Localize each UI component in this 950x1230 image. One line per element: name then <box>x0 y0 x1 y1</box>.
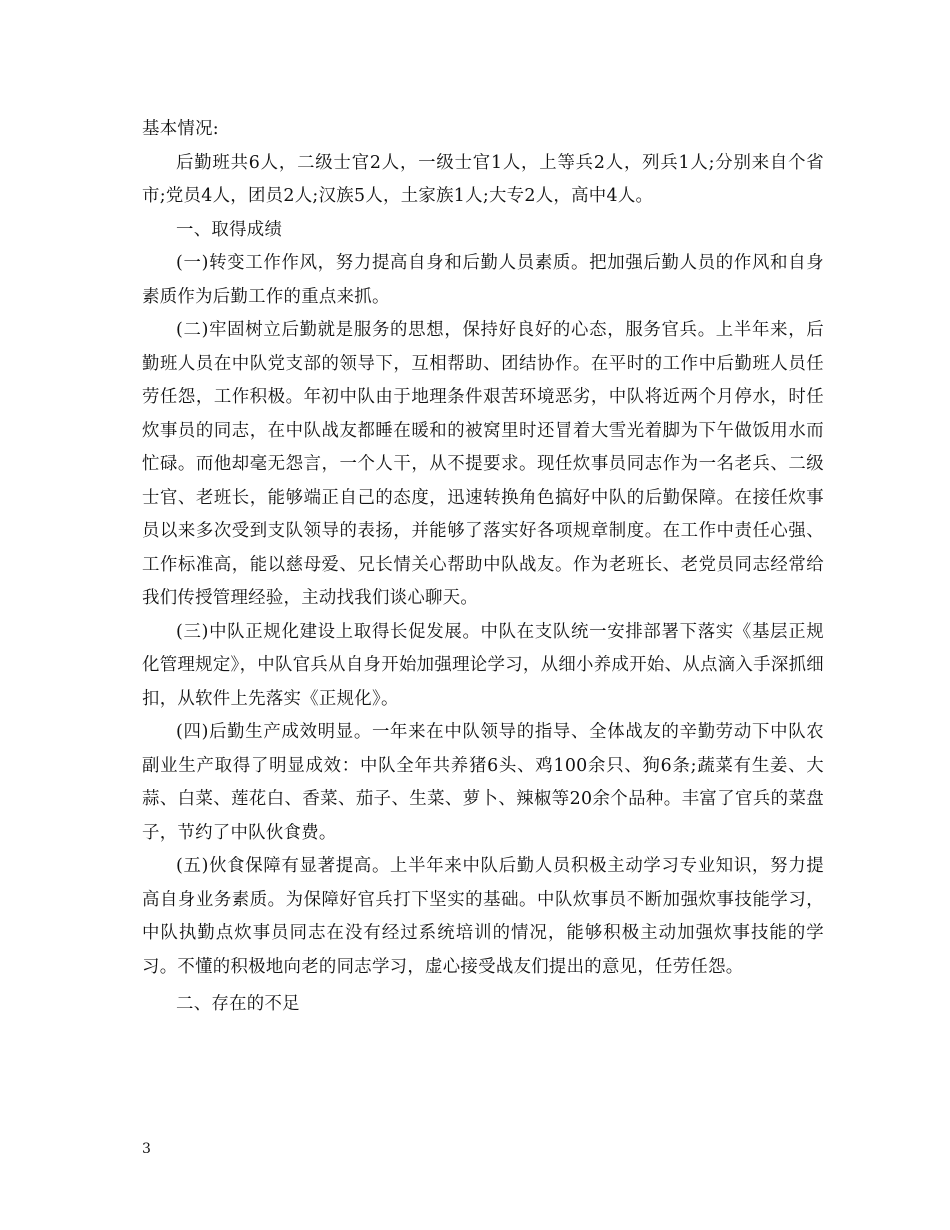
section-heading-basic-situation: 基本情况: <box>142 119 219 139</box>
paragraph-achievement-2: (二)牢固树立后勤就是服务的思想，保持好良好的心态，服务官兵。上半年来，后勤班人员在中队党支部的领导下，互相帮助、团结协作。在平时的工作中后勤班人员任劳任怨，工作积极。年初中队由于地理条件艰苦环境恶劣，中队将近两个月停水，时任炊事员的同志，在中队战友都睡在暖和的被窝里时还冒着大雪光着脚为下午做饭用水而忙碌。而他却毫无怨言，一个人干，从不提要求。现任炊事员同志作为一名老兵、二级士官、老班长，能够端正自己的态度，迅速转换角色搞好中队的后勤保障。在接任炊事员以来多次受到支队领导的表扬，并能够了落实好各项规章制度。在工作中责任心强、工作标准高，能以慈母爱、兄长情关心帮助中队战友。作为老班长、老党员同志经常给我们传授管理经验，主动找我们谈心聊天。 <box>142 320 824 608</box>
section-heading-shortcomings: 二、存在的不足 <box>176 994 300 1014</box>
paragraph-achievement-1: (一)转变工作作风，努力提高自身和后勤人员素质。把加强后勤人员的作风和自身素质作为后勤工作的重点来抓。 <box>142 253 824 307</box>
paragraph-achievement-3: (三)中队正规化建设上取得长促发展。中队在支队统一安排部署下落实《基层正规化管理规定》，中队官兵从自身开始加强理论学习，从细小养成开始、从点滴入手深抓细扣，从软件上先落实《正规化》。 <box>142 621 824 709</box>
document-body <box>142 113 824 1022</box>
paragraph-achievement-5: (五)伙食保障有显著提高。上半年来中队后勤人员积极主动学习专业知识，努力提高自身业务素质。为保障好官兵打下坚实的基础。中队炊事员不断加强炊事技能学习，中队执勤点炊事员同志在没有经过系统培训的情况，能够积极主动加强炊事技能的学习。不懂的积极地向老的同志学习，虚心接受战友们提出的意见，任劳任怨。 <box>142 856 824 977</box>
section-heading-achievements: 一、取得成绩 <box>176 219 283 240</box>
paragraph-staff-composition: 后勤班共6人，二级士官2人，一级士官1人，上等兵2人，列兵1人;分别来自个省市;党员4人，团员2人;汉族5人，土家族1人;大专2人，高中4人。 <box>142 152 824 206</box>
paragraph-achievement-4: (四)后勤生产成效明显。一年来在中队领导的指导、全体战友的辛勤劳动下中队农副业生产取得了明显成效：中队全年共养猪6头、鸡100余只、狗6条;蔬菜有生姜、大蒜、白菜、莲花白、香菜、茄子、生菜、萝卜、辣椒等20余个品种。丰富了官兵的菜盘子，节约了中队伙食费。 <box>142 722 824 843</box>
page-number: 3 <box>142 1141 151 1157</box>
